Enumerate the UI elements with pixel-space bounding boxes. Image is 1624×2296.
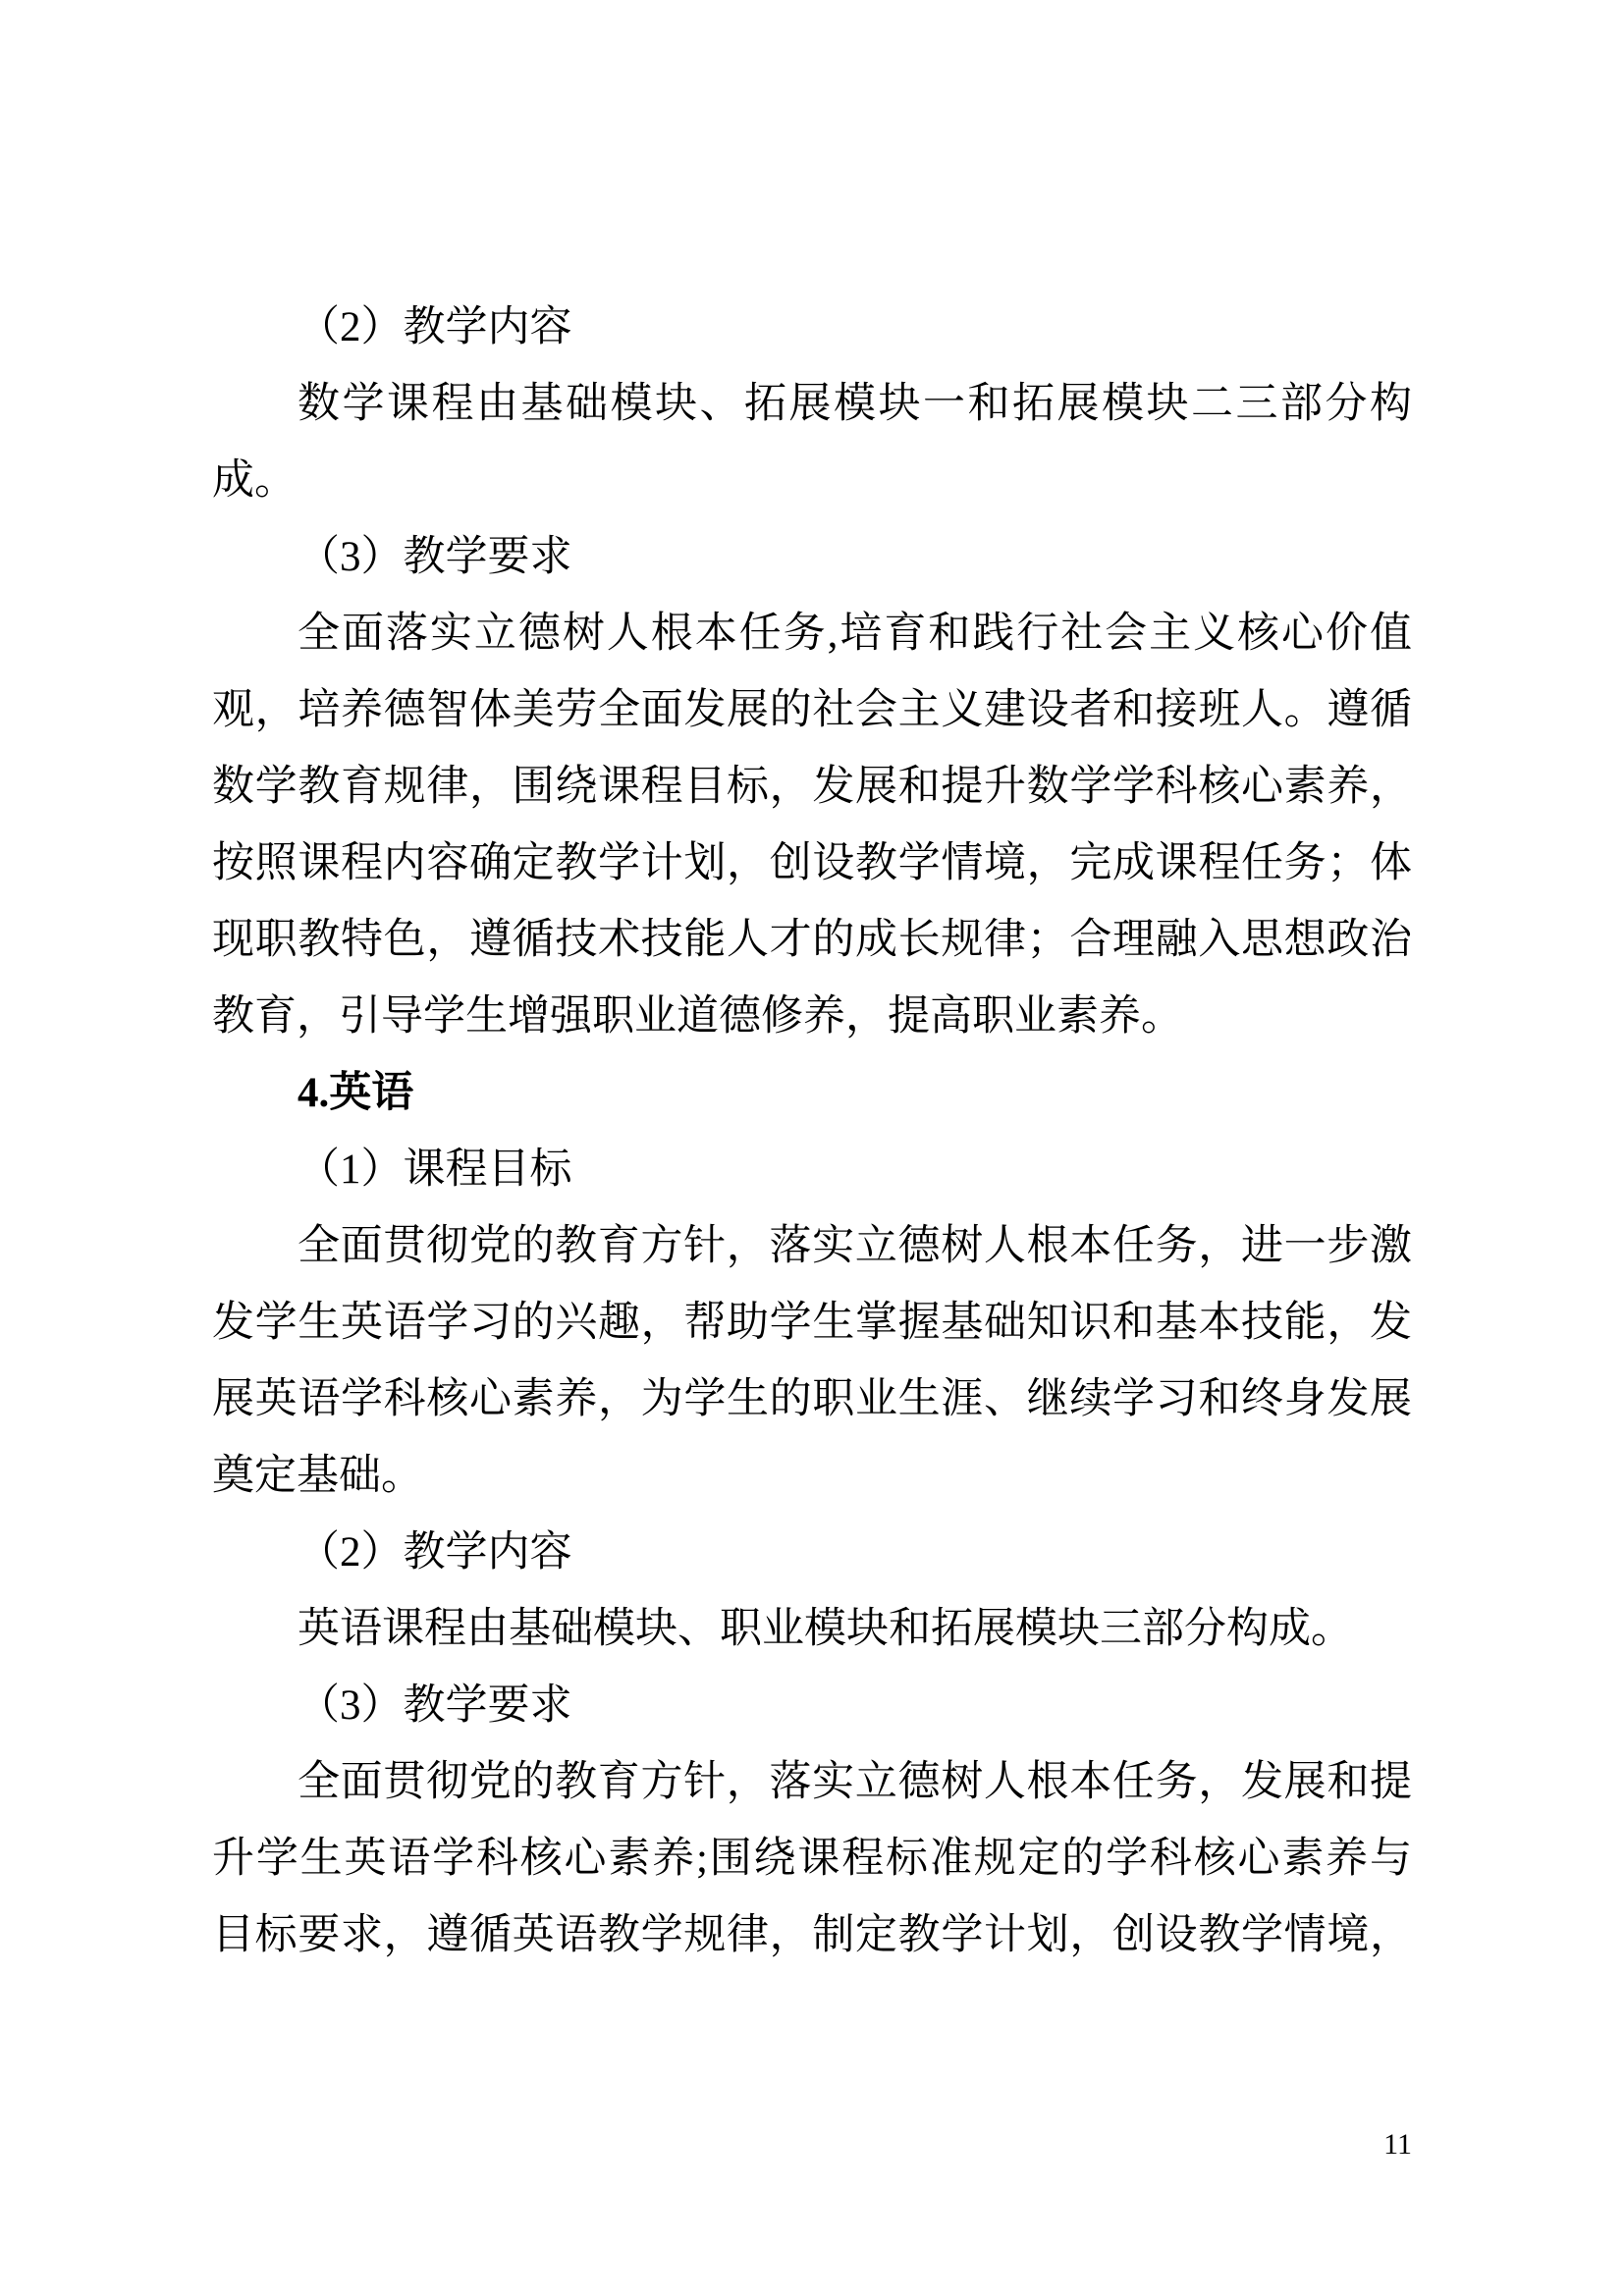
text-line: 全面贯彻党的教育方针，落实立德树人根本任务，发展和提 [298, 1759, 1412, 1805]
page-number: 11 [1383, 2128, 1412, 2161]
text-line: 全面落实立德树人根本任务,培育和践行社会主义核心价值 [298, 611, 1412, 657]
text-line: （3）教学要求 [298, 1682, 572, 1729]
text-line: 全面贯彻党的教育方针，落实立德树人根本任务，进一步激 [298, 1223, 1412, 1269]
text-line: 教育，引导学生增强职业道德修养，提高职业素养。 [212, 993, 1183, 1040]
text-line: 观，培养德智体美劳全面发展的社会主义建设者和接班人。遵循 [212, 687, 1412, 733]
page-body [212, 290, 1412, 1974]
text-line: 升学生英语学科核心素养;围绕课程标准规定的学科核心素养与 [212, 1836, 1412, 1882]
text-line: 展英语学科核心素养，为学生的职业生涯、继续学习和终身发展 [212, 1376, 1412, 1422]
text-line: 目标要求，遵循英语教学规律，制定教学计划，创设教学情境， [212, 1912, 1412, 1958]
text-line: 英语课程由基础模块、职业模块和拓展模块三部分构成。 [298, 1606, 1353, 1652]
text-line: 数学教育规律，围绕课程目标，发展和提升数学学科核心素养， [212, 764, 1412, 810]
text-line: 成。 [212, 457, 297, 504]
text-line: 按照课程内容确定教学计划，创设教学情境，完成课程任务；体 [212, 840, 1412, 886]
text-line: （1）课程目标 [298, 1147, 572, 1193]
text-line: 奠定基础。 [212, 1453, 423, 1499]
text-line: （3）教学要求 [298, 534, 572, 580]
text-line: 数学课程由基础模块、拓展模块一和拓展模块二三部分构 [298, 381, 1412, 427]
text-line: 现职教特色，遵循技术技能人才的成长规律；合理融入思想政治 [212, 917, 1412, 963]
text-line: （2）教学内容 [298, 304, 572, 350]
text-line: （2）教学内容 [298, 1529, 572, 1575]
section-heading: 4.英语 [298, 1070, 414, 1116]
text-line: 发学生英语学习的兴趣，帮助学生掌握基础知识和基本技能，发 [212, 1300, 1412, 1346]
